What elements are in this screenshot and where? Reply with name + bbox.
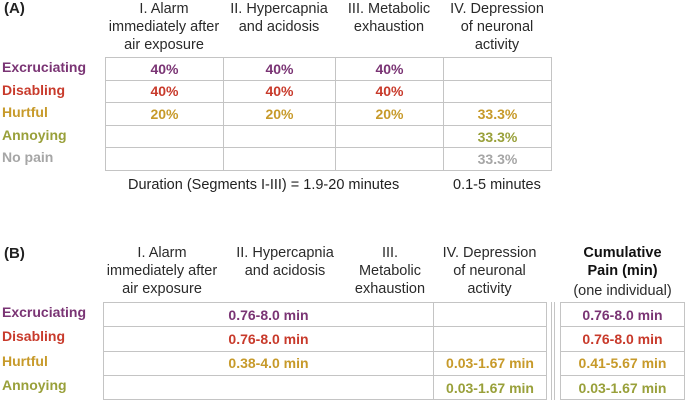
panel-a-row-label: No pain [2,149,54,166]
panel-a-cell: 33.3% [443,125,552,149]
panel-b-header-3: III. Metabolic exhaustion [354,245,426,297]
panel-b-iv-cell [433,302,547,327]
panel-a-cell: 33.3% [443,102,552,126]
panel-a-header-3: III. Metabolic exhaustion [347,1,431,35]
panel-a-cell: 40% [335,80,444,104]
panel-b-header-4: IV. Depression of neuronal activity [442,245,537,297]
panel-a-cell: 40% [105,57,224,81]
panel-b-iv-cell [433,326,547,351]
panel-a-cell [105,147,224,171]
panel-b-span-cell: 0.38-4.0 min [103,351,434,376]
panel-a-cell: 40% [223,57,336,81]
panel-b-cumulative-cell: 0.76-8.0 min [560,302,685,327]
panel-a-duration-note-iv: 0.1-5 minutes [453,177,541,193]
panel-b-separator [551,302,555,400]
panel-a-cell: 20% [335,102,444,126]
panel-a-cell: 40% [105,80,224,104]
panel-a-cell [335,125,444,149]
panel-b-cumulative-cell: 0.03-1.67 min [560,375,685,400]
panel-a-header-1: I. Alarm immediately after air exposure [108,1,220,53]
panel-a-row-label: Disabling [2,81,66,98]
panel-b-cumulative-header: Cumulative Pain (min) [583,245,662,279]
panel-b-row-label: Hurtful [2,352,48,369]
panel-b-row-label: Annoying [2,376,67,393]
panel-a-cell [223,147,336,171]
panel-a-cell: 33.3% [443,147,552,171]
panel-a-row-label: Excruciating [2,59,87,75]
panel-a-header-4: IV. Depression of neuronal activity [450,1,544,53]
panel-a-cell [443,80,552,104]
panel-a-row-label: Annoying [2,126,67,143]
panel-a-cell [443,57,552,81]
panel-b-cumulative-subheader: (one individual) [573,283,672,299]
panel-b-iv-cell: 0.03-1.67 min [433,351,547,376]
panel-a-cell: 40% [223,80,336,104]
panel-a-cell [105,125,224,149]
panel-b-cumulative-cell: 0.41-5.67 min [560,351,685,376]
panel-b-header-1: I. Alarm immediately after air exposure [106,245,218,297]
panel-b-cumulative-cell: 0.76-8.0 min [560,326,685,351]
panel-a-cell [335,147,444,171]
panel-b-label: (B) [4,245,25,262]
panel-a-cell: 20% [105,102,224,126]
panel-a-row-label: Hurtful [2,104,48,121]
panel-b-row-label: Disabling [2,328,66,345]
panel-a-cell: 40% [335,57,444,81]
panel-b-row-label: Excruciating [2,304,87,320]
panel-a-header-2: II. Hypercapnia and acidosis [230,1,328,35]
panel-a-cell [223,125,336,149]
panel-a-label: (A) [4,0,25,17]
panel-a-duration-note: Duration (Segments I-III) = 1.9-20 minutes [128,177,400,193]
panel-b-span-cell [103,375,434,400]
panel-b-iv-cell: 0.03-1.67 min [433,375,547,400]
panel-a-cell: 20% [223,102,336,126]
panel-b-span-cell: 0.76-8.0 min [103,326,434,351]
panel-b-header-2: II. Hypercapnia and acidosis [236,245,334,279]
panel-b-span-cell: 0.76-8.0 min [103,302,434,327]
